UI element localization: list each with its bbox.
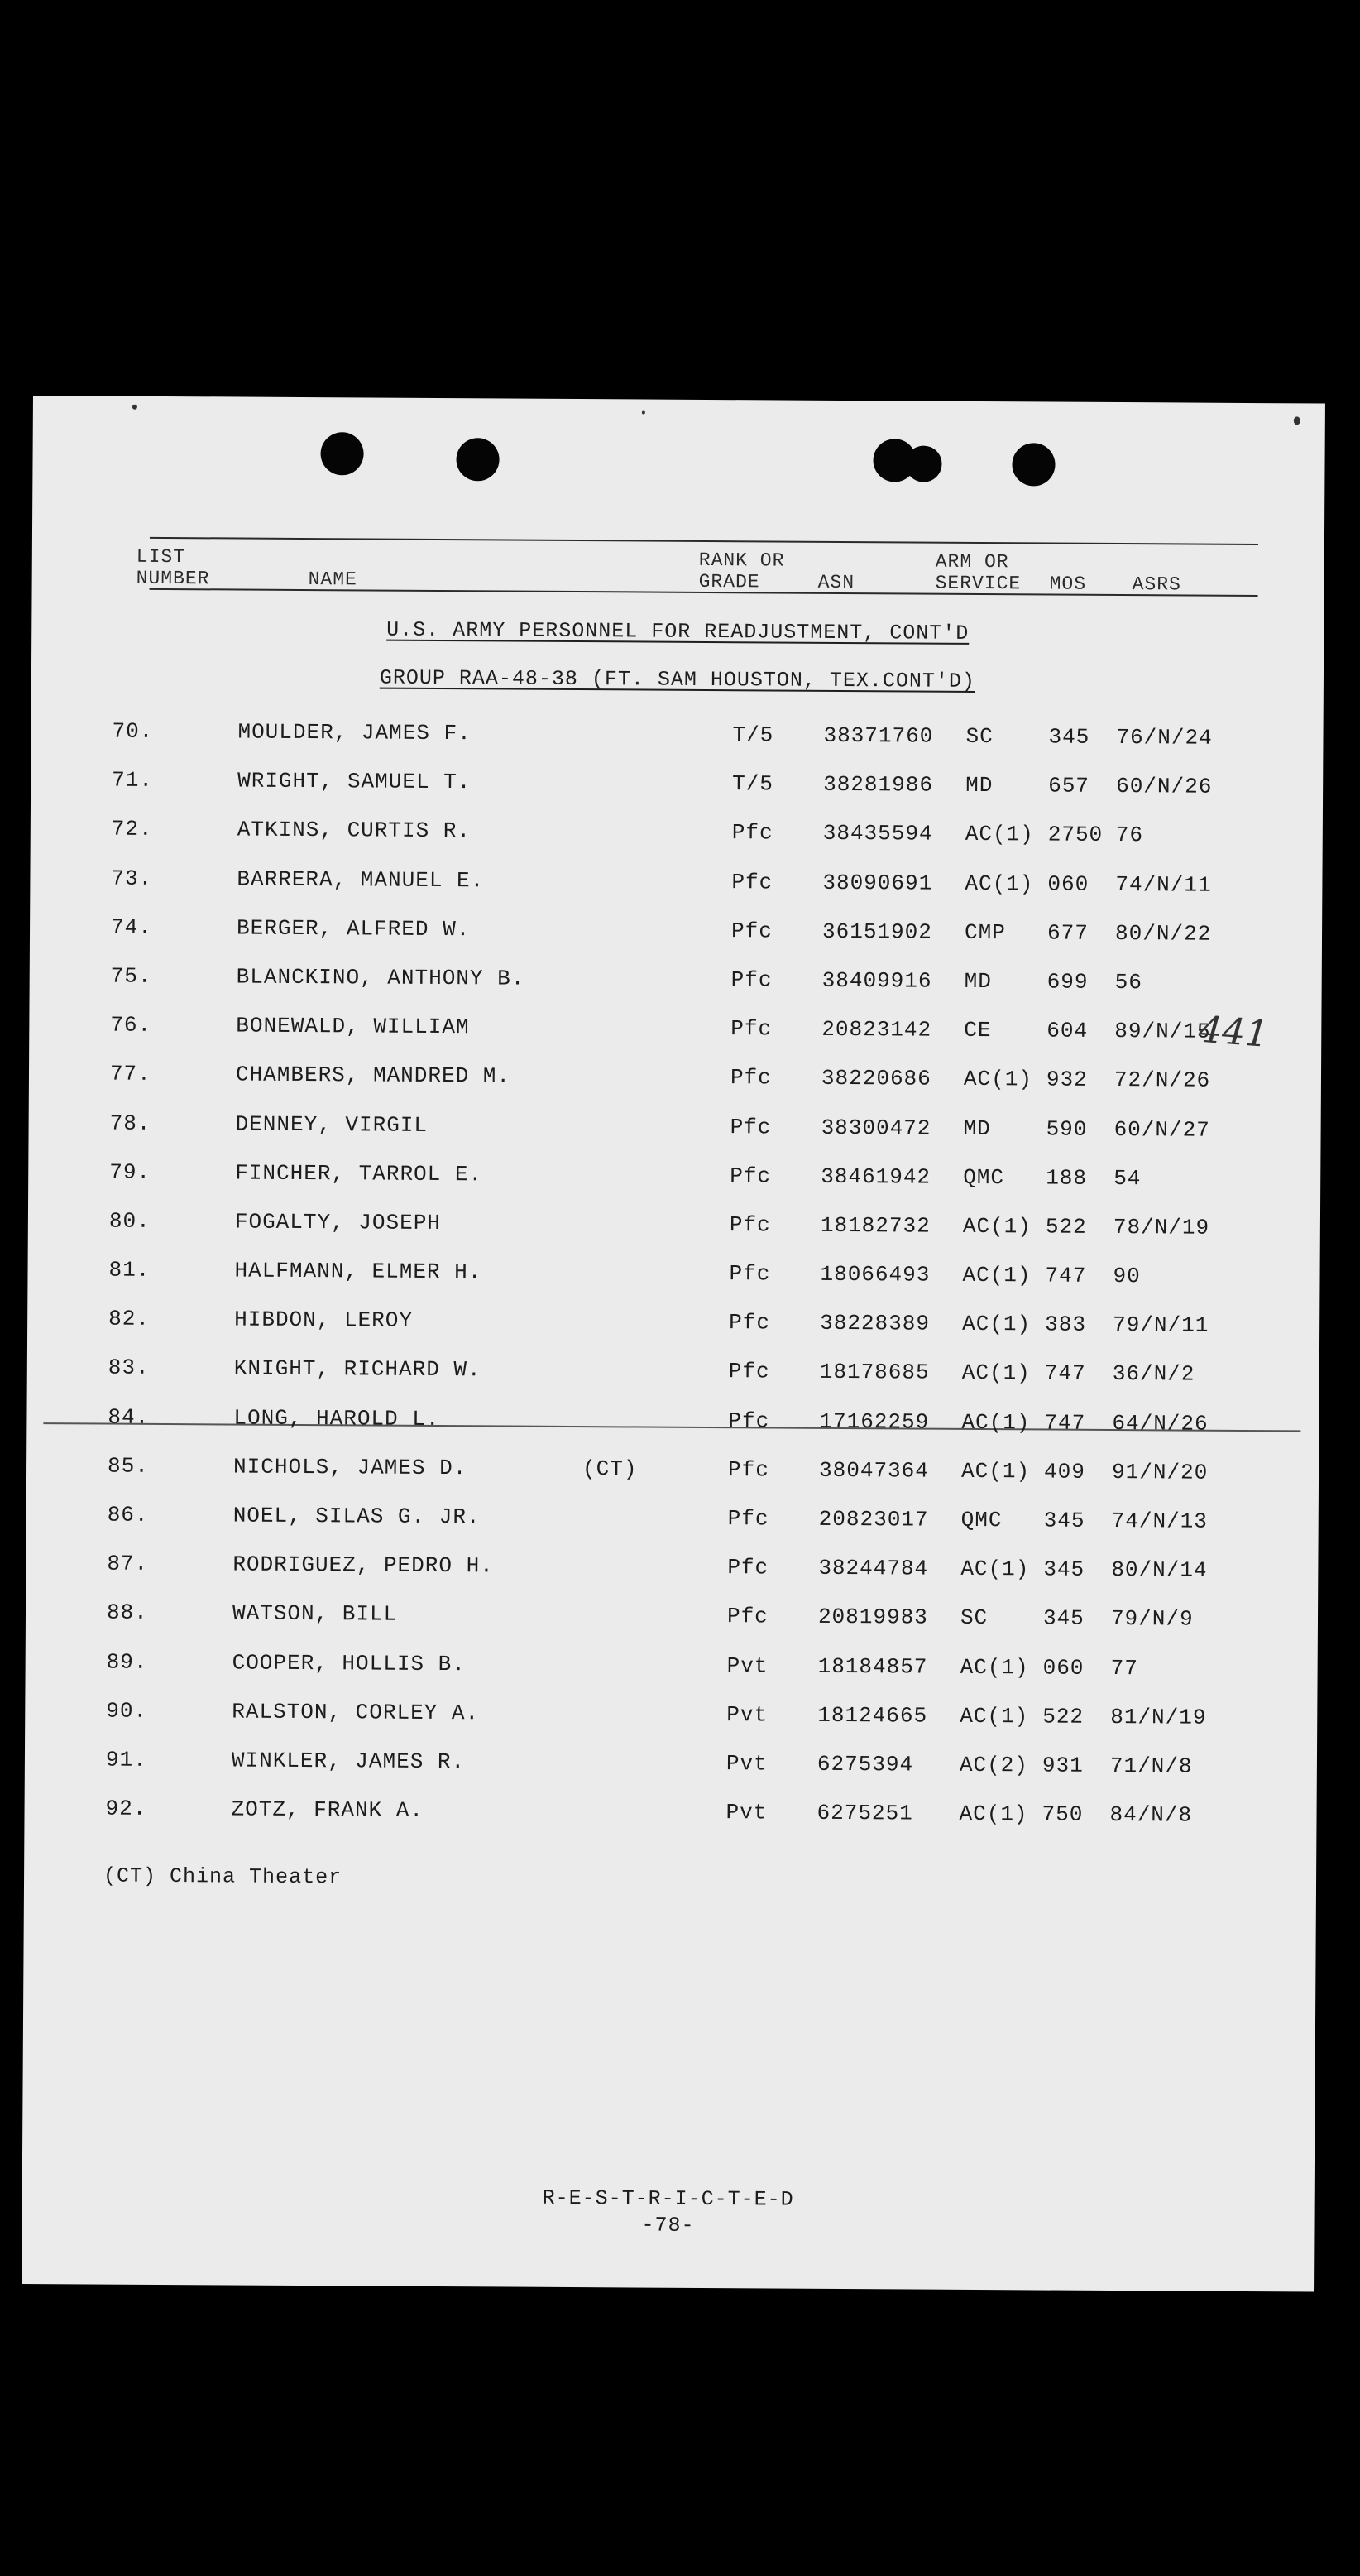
rank-grade: T/5 xyxy=(732,771,774,797)
arm-service: AC(1) xyxy=(962,1213,1032,1240)
asrs: 89/N/15 xyxy=(1114,1019,1211,1044)
rank-grade: Pvt xyxy=(726,1701,769,1728)
rank-grade: Pvt xyxy=(726,1653,769,1679)
list-item xyxy=(25,1644,1317,1701)
rank-grade: T/5 xyxy=(732,722,774,748)
personnel-name: MOULDER, JAMES F. xyxy=(237,719,472,746)
mos: 522 xyxy=(1042,1704,1085,1729)
mos: 677 xyxy=(1046,920,1089,946)
arm-service: AC(1) xyxy=(965,871,1034,896)
mos: 345 xyxy=(1048,724,1090,750)
document-sheet xyxy=(22,396,1325,2291)
personnel-name: WATSON, BILL xyxy=(232,1600,398,1628)
rank-grade: Pfc xyxy=(727,1506,769,1532)
asn: 38300472 xyxy=(821,1115,931,1141)
asn: 17162259 xyxy=(819,1408,930,1435)
asrs: 80/N/14 xyxy=(1111,1557,1208,1583)
list-item xyxy=(27,1301,1319,1358)
mos: 345 xyxy=(1042,1605,1085,1632)
asrs: 71/N/8 xyxy=(1109,1753,1193,1779)
punch-hole xyxy=(905,445,941,482)
mos: 747 xyxy=(1045,1263,1087,1288)
punch-hole xyxy=(456,438,499,481)
arm-service: MD xyxy=(964,968,993,995)
list-item xyxy=(29,958,1321,1015)
header-asrs: ASRS xyxy=(1132,573,1181,596)
list-number: 81. xyxy=(108,1257,151,1283)
mos: 931 xyxy=(1042,1753,1084,1778)
asrs: 74/N/13 xyxy=(1111,1508,1209,1534)
mos: 060 xyxy=(1042,1655,1085,1681)
list-item xyxy=(26,1546,1318,1603)
mos: 345 xyxy=(1043,1508,1085,1533)
list-item xyxy=(29,1007,1321,1064)
group-heading: GROUP RAA-48-38 (FT. SAM HOUSTON, TEX.CONT'D) xyxy=(379,665,976,693)
asn: 36151902 xyxy=(821,919,932,945)
list-number: 71. xyxy=(112,767,154,794)
list-number: 77. xyxy=(109,1061,151,1087)
list-number: 91. xyxy=(105,1747,147,1772)
personnel-name: KNIGHT, RICHARD W. xyxy=(233,1355,481,1383)
asrs: 60/N/26 xyxy=(1116,774,1213,799)
personnel-name: NICHOLS, JAMES D. xyxy=(233,1454,467,1481)
footnote: (CT) China Theater xyxy=(103,1864,342,1890)
asrs: 78/N/19 xyxy=(1113,1214,1210,1240)
mos: 409 xyxy=(1043,1459,1085,1485)
personnel-name: BERGER, ALFRED W. xyxy=(236,915,471,942)
personnel-name: BONEWALD, WILLIAM xyxy=(236,1013,470,1040)
list-item xyxy=(26,1595,1318,1652)
asn: 38228389 xyxy=(820,1311,931,1336)
asn: 20819983 xyxy=(817,1605,928,1631)
personnel-name: LONG, HAROLD L. xyxy=(233,1405,440,1432)
arm-service: AC(1) xyxy=(959,1801,1028,1827)
asn: 38090691 xyxy=(822,870,933,896)
header-name: NAME xyxy=(308,568,357,591)
asn: 18178685 xyxy=(819,1360,930,1386)
list-item xyxy=(30,909,1322,967)
asn: 18066493 xyxy=(820,1261,931,1288)
rank-grade: Pfc xyxy=(729,1310,771,1336)
list-item xyxy=(26,1448,1319,1505)
classification-marking: R-E-S-T-R-I-C-T-E-D xyxy=(542,2185,794,2212)
asrs: 79/N/11 xyxy=(1113,1312,1209,1338)
mos: 932 xyxy=(1046,1067,1088,1093)
rank-grade: Pfc xyxy=(730,1016,773,1042)
arm-service: AC(1) xyxy=(960,1458,1031,1485)
list-item xyxy=(31,762,1323,819)
list-item xyxy=(31,811,1323,868)
rank-grade: Pfc xyxy=(730,967,773,993)
paper-speck xyxy=(1294,416,1300,425)
arm-service: AC(1) xyxy=(962,1312,1032,1337)
arm-service: QMC xyxy=(963,1164,1005,1190)
asn: 18124665 xyxy=(817,1702,928,1729)
list-number: 70. xyxy=(112,718,154,744)
list-number: 92. xyxy=(105,1796,147,1821)
mos: 699 xyxy=(1046,969,1089,995)
mos: 657 xyxy=(1048,773,1090,799)
rank-grade: Pfc xyxy=(729,1261,771,1287)
paper-speck xyxy=(642,410,645,414)
rank-grade: Pfc xyxy=(727,1456,769,1483)
rank-grade: Pfc xyxy=(726,1604,769,1629)
list-item xyxy=(28,1105,1320,1162)
arm-service: MD xyxy=(965,773,994,799)
personnel-name: RALSTON, CORLEY A. xyxy=(232,1699,480,1726)
rank-grade: Pvt xyxy=(725,1800,768,1825)
list-item xyxy=(27,1350,1319,1407)
mos: 383 xyxy=(1045,1312,1087,1338)
rank-grade: Pfc xyxy=(730,1114,772,1139)
rank-grade: Pfc xyxy=(728,1408,770,1434)
list-item xyxy=(25,1742,1317,1799)
list-item xyxy=(26,1399,1319,1456)
asn: 18182732 xyxy=(820,1212,931,1239)
list-number: 83. xyxy=(108,1355,150,1381)
asrs: 54 xyxy=(1113,1165,1142,1191)
list-number: 90. xyxy=(106,1698,148,1724)
personnel-name: WINKLER, JAMES R. xyxy=(231,1748,466,1775)
asn: 38461942 xyxy=(821,1163,931,1190)
asrs: 76/N/24 xyxy=(1116,725,1213,751)
personnel-name: CHAMBERS, MANDRED M. xyxy=(235,1062,511,1089)
arm-service: AC(1) xyxy=(965,822,1034,847)
rank-grade: Pfc xyxy=(730,918,773,944)
mos: 747 xyxy=(1044,1360,1086,1387)
personnel-name: FOGALTY, JOSEPH xyxy=(234,1209,442,1235)
header-rule-top xyxy=(150,537,1258,545)
asrs: 76 xyxy=(1115,823,1144,848)
personnel-name: BLANCKINO, ANTHONY B. xyxy=(236,964,525,991)
list-item xyxy=(28,1203,1320,1260)
list-number: 79. xyxy=(109,1159,151,1185)
rank-grade: Pfc xyxy=(729,1212,771,1238)
mos: 522 xyxy=(1045,1214,1087,1240)
personnel-name: ZOTZ, FRANK A. xyxy=(231,1796,424,1824)
list-item xyxy=(30,861,1322,918)
arm-service: CMP xyxy=(964,919,1006,945)
list-number: 87. xyxy=(107,1551,149,1577)
asn: 6275394 xyxy=(816,1751,914,1777)
personnel-note: (CT) xyxy=(582,1456,638,1482)
list-number: 72. xyxy=(111,816,153,842)
list-number: 88. xyxy=(106,1600,148,1626)
mos: 060 xyxy=(1047,871,1089,897)
paper-speck xyxy=(132,405,137,410)
arm-service: AC(1) xyxy=(960,1557,1030,1582)
arm-service: SC xyxy=(960,1605,989,1631)
rank-grade: Pfc xyxy=(731,869,773,895)
header-list: LIST xyxy=(136,545,186,568)
arm-service: MD xyxy=(963,1115,991,1141)
punch-hole xyxy=(1012,443,1055,486)
list-item xyxy=(29,1056,1321,1113)
personnel-name: HALFMANN, ELMER H. xyxy=(234,1258,482,1285)
header-mos: MOS xyxy=(1049,573,1087,595)
arm-service: AC(1) xyxy=(960,1654,1029,1680)
arm-service: SC xyxy=(965,723,994,750)
asrs: 80/N/22 xyxy=(1114,920,1212,947)
mos: 604 xyxy=(1046,1018,1089,1043)
rank-grade: Pfc xyxy=(727,1555,769,1581)
asrs: 81/N/19 xyxy=(1110,1704,1207,1730)
mos: 750 xyxy=(1042,1801,1084,1827)
header-number: NUMBER xyxy=(136,567,210,590)
list-number: 84. xyxy=(108,1404,150,1430)
personnel-list xyxy=(24,713,1323,1848)
list-number: 78. xyxy=(109,1111,151,1136)
personnel-name: ATKINS, CURTIS R. xyxy=(237,817,472,844)
handwritten-page-number: 441 xyxy=(1197,1008,1271,1056)
personnel-name: COOPER, HOLLIS B. xyxy=(232,1650,466,1677)
list-item xyxy=(27,1252,1319,1309)
asrs: 72/N/26 xyxy=(1113,1067,1211,1094)
asn: 18184857 xyxy=(817,1653,928,1680)
list-item xyxy=(28,1154,1320,1211)
arm-service: AC(1) xyxy=(963,1067,1033,1092)
asrs: 60/N/27 xyxy=(1113,1116,1210,1143)
asn: 38371760 xyxy=(823,722,934,749)
asrs: 56 xyxy=(1114,969,1143,995)
asn: 20823017 xyxy=(818,1506,929,1533)
list-number: 76. xyxy=(110,1012,152,1039)
mos: 590 xyxy=(1046,1115,1088,1142)
asrs: 84/N/8 xyxy=(1109,1802,1193,1828)
list-number: 86. xyxy=(107,1502,149,1528)
asn: 38281986 xyxy=(823,772,934,798)
personnel-name: HIBDON, LEROY xyxy=(234,1307,414,1334)
arm-service: QMC xyxy=(960,1507,1003,1533)
personnel-name: BARRERA, MANUEL E. xyxy=(237,866,485,893)
asn: 38220686 xyxy=(821,1066,931,1091)
page-number: -78- xyxy=(641,2213,695,2238)
arm-service: AC(1) xyxy=(960,1703,1029,1729)
mos: 2750 xyxy=(1047,822,1104,848)
list-number: 82. xyxy=(108,1306,151,1332)
list-number: 80. xyxy=(108,1208,151,1234)
arm-service: AC(1) xyxy=(962,1262,1032,1288)
personnel-name: RODRIGUEZ, PEDRO H. xyxy=(232,1552,494,1579)
rank-grade: Pfc xyxy=(728,1359,770,1384)
list-item xyxy=(25,1693,1317,1750)
asn: 38047364 xyxy=(818,1457,930,1484)
header-rank-top: RANK OR xyxy=(698,549,785,572)
asrs: 77 xyxy=(1110,1655,1138,1681)
header-arm-bottom: SERVICE xyxy=(935,572,1022,595)
asrs: 64/N/26 xyxy=(1112,1410,1209,1437)
header-rank-bottom: GRADE xyxy=(698,570,760,593)
list-number: 85. xyxy=(108,1453,150,1479)
header-arm-top: ARM OR xyxy=(935,550,1009,573)
personnel-name: NOEL, SILAS G. JR. xyxy=(232,1503,481,1530)
document-title: U.S. ARMY PERSONNEL FOR READJUSTMENT, CONT'D xyxy=(386,617,970,645)
asrs: 90 xyxy=(1113,1264,1141,1289)
mos: 345 xyxy=(1043,1557,1085,1582)
list-item xyxy=(26,1497,1319,1554)
mos: 747 xyxy=(1044,1410,1086,1436)
asrs: 91/N/20 xyxy=(1111,1459,1209,1485)
list-number: 89. xyxy=(106,1649,148,1675)
list-item xyxy=(24,1791,1316,1848)
personnel-name: FINCHER, TARROL E. xyxy=(235,1160,483,1187)
asrs: 36/N/2 xyxy=(1112,1361,1195,1388)
asn: 6275251 xyxy=(816,1800,913,1826)
asn: 20823142 xyxy=(821,1016,932,1043)
arm-service: AC(1) xyxy=(961,1360,1031,1386)
asrs: 74/N/11 xyxy=(1115,871,1212,898)
mos: 188 xyxy=(1046,1165,1088,1191)
list-number: 75. xyxy=(110,963,152,989)
rank-grade: Pvt xyxy=(725,1751,768,1777)
asrs: 79/N/9 xyxy=(1110,1606,1194,1632)
rank-grade: Pfc xyxy=(731,820,773,846)
header-asn: ASN xyxy=(817,571,855,594)
personnel-name: WRIGHT, SAMUEL T. xyxy=(237,768,472,795)
list-number: 73. xyxy=(111,866,153,891)
arm-service: AC(1) xyxy=(961,1409,1031,1436)
personnel-name: DENNEY, VIRGIL xyxy=(235,1111,429,1138)
punch-hole xyxy=(320,432,363,475)
asn: 38244784 xyxy=(818,1556,929,1581)
asn: 38435594 xyxy=(822,821,933,847)
rank-grade: Pfc xyxy=(730,1065,772,1091)
arm-service: AC(2) xyxy=(959,1752,1029,1778)
asn: 38409916 xyxy=(821,967,932,994)
rank-grade: Pfc xyxy=(730,1163,772,1189)
arm-service: CE xyxy=(964,1018,992,1043)
list-item xyxy=(31,713,1323,770)
list-number: 74. xyxy=(110,914,152,940)
